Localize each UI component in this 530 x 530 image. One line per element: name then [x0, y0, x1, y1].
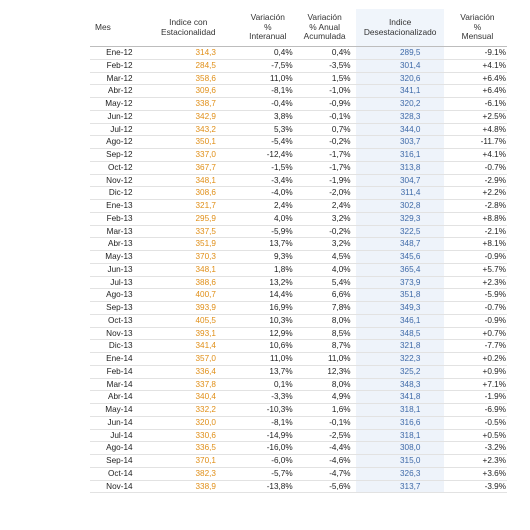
cell-indice-desestacionalizado: 348,3: [356, 378, 445, 391]
cell-variacion-interanual: -5,9%: [240, 225, 296, 238]
cell-indice-estacionalidad: 330,6: [137, 429, 240, 442]
cell-indice-estacionalidad: 358,6: [137, 72, 240, 85]
cell-variacion-mensual: -2.1%: [448, 225, 507, 238]
header-line: Estacionalidad: [161, 26, 216, 37]
header-line: Variación: [250, 12, 285, 23]
table-row: [90, 455, 507, 468]
cell-mes: Sep-14: [90, 455, 137, 468]
table-row: [90, 98, 507, 111]
cell-mes: May-13: [90, 251, 137, 264]
cell-variacion-interanual: -16,0%: [240, 442, 296, 455]
cell-indice-desestacionalizado: 351,8: [356, 289, 445, 302]
header-line: % Anual: [309, 21, 340, 32]
table-row: [90, 136, 507, 149]
cell-variacion-anual-acumulada: 8,5%: [296, 327, 354, 340]
table-row: [90, 47, 507, 60]
cell-indice-desestacionalizado: 328,3: [356, 110, 445, 123]
cell-mes: Nov-14: [90, 480, 137, 493]
header-mes: Mes: [90, 9, 137, 47]
cell-variacion-mensual: -0.9%: [448, 314, 507, 327]
cell-variacion-anual-acumulada: 4,5%: [296, 251, 354, 264]
cell-variacion-anual-acumulada: -1,7%: [296, 161, 354, 174]
table-row: [90, 149, 507, 162]
cell-indice-desestacionalizado: 322,3: [356, 353, 445, 366]
cell-variacion-interanual: 9,3%: [240, 251, 296, 264]
cell-indice-desestacionalizado: 321,8: [356, 340, 445, 353]
table-row: [90, 314, 507, 327]
cell-variacion-anual-acumulada: -2,0%: [296, 187, 354, 200]
cell-variacion-anual-acumulada: -4,7%: [296, 467, 354, 480]
cell-variacion-interanual: 13,2%: [240, 276, 296, 289]
cell-variacion-mensual: -0.7%: [448, 161, 507, 174]
table-row: [90, 72, 507, 85]
cell-variacion-mensual: +0.5%: [448, 429, 507, 442]
cell-variacion-interanual: 0,4%: [240, 47, 296, 60]
table-row: [90, 378, 507, 391]
cell-indice-estacionalidad: 338,7: [137, 98, 240, 111]
cell-indice-desestacionalizado: 303,7: [356, 136, 445, 149]
cell-indice-desestacionalizado: 365,4: [356, 263, 445, 276]
cell-indice-desestacionalizado: 304,7: [356, 174, 445, 187]
cell-variacion-anual-acumulada: -0,2%: [296, 136, 354, 149]
indices-table-container: [90, 9, 507, 493]
table-row: [90, 340, 507, 353]
cell-indice-estacionalidad: 382,3: [137, 467, 240, 480]
cell-indice-estacionalidad: 348,1: [137, 174, 240, 187]
cell-indice-estacionalidad: 370,1: [137, 455, 240, 468]
cell-variacion-anual-acumulada: -0,1%: [296, 110, 354, 123]
cell-indice-desestacionalizado: 345,6: [356, 251, 445, 264]
cell-variacion-mensual: -11.7%: [448, 136, 507, 149]
cell-variacion-interanual: -14,9%: [240, 429, 296, 442]
cell-indice-estacionalidad: 393,9: [137, 302, 240, 315]
cell-variacion-mensual: +6.4%: [448, 85, 507, 98]
cell-indice-desestacionalizado: 302,8: [356, 200, 445, 213]
cell-mes: Ago-13: [90, 289, 137, 302]
table-row: [90, 391, 507, 404]
cell-variacion-mensual: -0.5%: [448, 416, 507, 429]
cell-variacion-mensual: -5.9%: [448, 289, 507, 302]
cell-indice-desestacionalizado: 348,7: [356, 238, 445, 251]
cell-mes: Ago-12: [90, 136, 137, 149]
cell-variacion-interanual: -6,0%: [240, 455, 296, 468]
cell-indice-desestacionalizado: 301,4: [356, 59, 445, 72]
cell-variacion-anual-acumulada: 4,9%: [296, 391, 354, 404]
cell-mes: Feb-14: [90, 365, 137, 378]
cell-variacion-interanual: -5,4%: [240, 136, 296, 149]
cell-indice-estacionalidad: 332,2: [137, 404, 240, 417]
cell-variacion-interanual: -10,3%: [240, 404, 296, 417]
cell-variacion-anual-acumulada: -1,0%: [296, 85, 354, 98]
cell-variacion-interanual: 13,7%: [240, 238, 296, 251]
cell-variacion-anual-acumulada: 1,6%: [296, 404, 354, 417]
cell-mes: Oct-12: [90, 161, 137, 174]
cell-indice-estacionalidad: 314,3: [137, 47, 240, 60]
cell-variacion-interanual: -5,7%: [240, 467, 296, 480]
table-row: [90, 289, 507, 302]
cell-variacion-mensual: +0.9%: [448, 365, 507, 378]
table-row: [90, 187, 507, 200]
table-header: [90, 9, 507, 47]
table-body: [90, 47, 507, 493]
header-line: Variación: [460, 12, 495, 23]
header-line: Variación: [307, 12, 342, 23]
cell-variacion-anual-acumulada: 3,2%: [296, 238, 354, 251]
header-line: Acumulada: [303, 31, 346, 42]
cell-mes: Ene-13: [90, 200, 137, 213]
cell-indice-estacionalidad: 295,9: [137, 212, 240, 225]
cell-mes: Feb-13: [90, 212, 137, 225]
cell-mes: Abr-14: [90, 391, 137, 404]
cell-indice-desestacionalizado: 311,4: [356, 187, 445, 200]
table-row: [90, 174, 507, 187]
cell-variacion-interanual: 14,4%: [240, 289, 296, 302]
cell-mes: Abr-12: [90, 85, 137, 98]
cell-variacion-interanual: 2,4%: [240, 200, 296, 213]
cell-variacion-mensual: -0.7%: [448, 302, 507, 315]
cell-indice-desestacionalizado: 348,5: [356, 327, 445, 340]
cell-mes: May-12: [90, 98, 137, 111]
cell-variacion-interanual: 0,1%: [240, 378, 296, 391]
cell-variacion-anual-acumulada: 8,7%: [296, 340, 354, 353]
cell-variacion-mensual: -6.1%: [448, 98, 507, 111]
cell-variacion-anual-acumulada: 3,2%: [296, 212, 354, 225]
header-line: Interanual: [249, 31, 287, 42]
cell-variacion-anual-acumulada: 8,0%: [296, 314, 354, 327]
cell-indice-estacionalidad: 400,7: [137, 289, 240, 302]
cell-variacion-interanual: -3,3%: [240, 391, 296, 404]
cell-indice-desestacionalizado: 289,5: [356, 47, 445, 60]
cell-variacion-anual-acumulada: 0,4%: [296, 47, 354, 60]
table-row: [90, 365, 507, 378]
table-row: [90, 263, 507, 276]
cell-indice-desestacionalizado: 313,7: [356, 480, 445, 493]
cell-variacion-interanual: 12,9%: [240, 327, 296, 340]
table-row: [90, 480, 507, 493]
table-row: [90, 59, 507, 72]
table-row: [90, 302, 507, 315]
cell-variacion-interanual: -1,5%: [240, 161, 296, 174]
cell-mes: Jul-13: [90, 276, 137, 289]
cell-variacion-anual-acumulada: 6,6%: [296, 289, 354, 302]
cell-variacion-anual-acumulada: 8,0%: [296, 378, 354, 391]
cell-variacion-interanual: 13,7%: [240, 365, 296, 378]
cell-indice-estacionalidad: 370,3: [137, 251, 240, 264]
cell-mes: Mar-12: [90, 72, 137, 85]
cell-indice-estacionalidad: 393,1: [137, 327, 240, 340]
table-row: [90, 353, 507, 366]
header-variacion-anual-acumulada: [296, 9, 354, 47]
cell-mes: Nov-13: [90, 327, 137, 340]
cell-variacion-anual-acumulada: 7,8%: [296, 302, 354, 315]
cell-mes: Ene-14: [90, 353, 137, 366]
cell-variacion-mensual: -7.7%: [448, 340, 507, 353]
cell-indice-desestacionalizado: 308,0: [356, 442, 445, 455]
cell-mes: Jun-12: [90, 110, 137, 123]
cell-mes: Oct-14: [90, 467, 137, 480]
cell-variacion-anual-acumulada: -3,5%: [296, 59, 354, 72]
table-row: [90, 161, 507, 174]
cell-indice-estacionalidad: 357,0: [137, 353, 240, 366]
cell-indice-desestacionalizado: 316,6: [356, 416, 445, 429]
cell-indice-estacionalidad: 308,6: [137, 187, 240, 200]
table-row: [90, 442, 507, 455]
cell-variacion-anual-acumulada: 5,4%: [296, 276, 354, 289]
cell-variacion-interanual: 5,3%: [240, 123, 296, 136]
cell-variacion-interanual: -3,4%: [240, 174, 296, 187]
cell-indice-estacionalidad: 348,1: [137, 263, 240, 276]
cell-indice-estacionalidad: 340,4: [137, 391, 240, 404]
cell-variacion-mensual: +2.5%: [448, 110, 507, 123]
cell-variacion-anual-acumulada: 0,7%: [296, 123, 354, 136]
cell-indice-estacionalidad: 338,9: [137, 480, 240, 493]
cell-variacion-interanual: 10,6%: [240, 340, 296, 353]
cell-indice-estacionalidad: 341,4: [137, 340, 240, 353]
cell-indice-estacionalidad: 388,6: [137, 276, 240, 289]
cell-variacion-anual-acumulada: -4,4%: [296, 442, 354, 455]
table-row: [90, 123, 507, 136]
cell-indice-estacionalidad: 367,7: [137, 161, 240, 174]
cell-variacion-anual-acumulada: 11,0%: [296, 353, 354, 366]
header-line: Desestacionalizado: [363, 26, 437, 37]
cell-indice-desestacionalizado: 313,8: [356, 161, 445, 174]
cell-mes: May-14: [90, 404, 137, 417]
cell-mes: Sep-13: [90, 302, 137, 315]
cell-indice-desestacionalizado: 318,1: [356, 404, 445, 417]
cell-variacion-mensual: +0.7%: [448, 327, 507, 340]
table-row: [90, 200, 507, 213]
table-row: [90, 238, 507, 251]
cell-variacion-mensual: +4.1%: [448, 59, 507, 72]
table-row: [90, 110, 507, 123]
cell-variacion-interanual: 1,8%: [240, 263, 296, 276]
cell-mes: Nov-12: [90, 174, 137, 187]
cell-variacion-interanual: -8,1%: [240, 416, 296, 429]
cell-variacion-mensual: -6.9%: [448, 404, 507, 417]
cell-mes: Mar-13: [90, 225, 137, 238]
cell-variacion-interanual: 16,9%: [240, 302, 296, 315]
cell-variacion-anual-acumulada: -5,6%: [296, 480, 354, 493]
cell-variacion-interanual: -4,0%: [240, 187, 296, 200]
header-line: Indice: [388, 17, 412, 27]
header-indice-estacionalidad: [137, 9, 240, 47]
cell-variacion-mensual: -0.9%: [448, 251, 507, 264]
cell-variacion-mensual: -3.9%: [448, 480, 507, 493]
cell-variacion-interanual: 3,8%: [240, 110, 296, 123]
table-row: [90, 327, 507, 340]
cell-indice-estacionalidad: 342,9: [137, 110, 240, 123]
cell-variacion-mensual: -1.9%: [448, 391, 507, 404]
cell-variacion-mensual: +6.4%: [448, 72, 507, 85]
table-row: [90, 467, 507, 480]
cell-indice-desestacionalizado: 325,2: [356, 365, 445, 378]
table-row: [90, 416, 507, 429]
table-row: [90, 429, 507, 442]
cell-variacion-anual-acumulada: 12,3%: [296, 365, 354, 378]
cell-mes: Jul-12: [90, 123, 137, 136]
cell-indice-desestacionalizado: 344,0: [356, 123, 445, 136]
cell-indice-estacionalidad: 284,5: [137, 59, 240, 72]
cell-mes: Jun-13: [90, 263, 137, 276]
cell-variacion-anual-acumulada: -1,9%: [296, 174, 354, 187]
cell-variacion-anual-acumulada: -0,2%: [296, 225, 354, 238]
cell-indice-desestacionalizado: 329,3: [356, 212, 445, 225]
cell-indice-estacionalidad: 321,7: [137, 200, 240, 213]
cell-variacion-mensual: +8.1%: [448, 238, 507, 251]
cell-indice-estacionalidad: 336,5: [137, 442, 240, 455]
cell-variacion-mensual: +0.2%: [448, 353, 507, 366]
header-indice-desestacionalizado: [356, 9, 445, 47]
cell-variacion-anual-acumulada: 1,5%: [296, 72, 354, 85]
cell-variacion-mensual: +7.1%: [448, 378, 507, 391]
indices-table: [90, 9, 507, 493]
cell-mes: Abr-13: [90, 238, 137, 251]
cell-variacion-interanual: -12,4%: [240, 149, 296, 162]
cell-indice-desestacionalizado: 341,1: [356, 85, 445, 98]
cell-indice-desestacionalizado: 320,6: [356, 72, 445, 85]
cell-variacion-interanual: 10,3%: [240, 314, 296, 327]
table-row: [90, 404, 507, 417]
cell-indice-desestacionalizado: 315,0: [356, 455, 445, 468]
cell-mes: Dic-12: [90, 187, 137, 200]
table-row: [90, 276, 507, 289]
cell-variacion-mensual: -9.1%: [448, 47, 507, 60]
cell-indice-estacionalidad: 351,9: [137, 238, 240, 251]
header-line: %: [473, 21, 482, 32]
cell-indice-estacionalidad: 337,8: [137, 378, 240, 391]
cell-indice-estacionalidad: 337,5: [137, 225, 240, 238]
table-row: [90, 85, 507, 98]
cell-variacion-mensual: +8.8%: [448, 212, 507, 225]
cell-mes: Jun-14: [90, 416, 137, 429]
cell-indice-desestacionalizado: 316,1: [356, 149, 445, 162]
cell-variacion-interanual: -8,1%: [240, 85, 296, 98]
header-line: %: [264, 21, 272, 32]
cell-mes: Dic-13: [90, 340, 137, 353]
cell-variacion-anual-acumulada: 2,4%: [296, 200, 354, 213]
cell-variacion-mensual: +2.3%: [448, 276, 507, 289]
cell-mes: Sep-12: [90, 149, 137, 162]
cell-variacion-interanual: 11,0%: [240, 72, 296, 85]
cell-mes: Ago-14: [90, 442, 137, 455]
cell-indice-estacionalidad: 337,0: [137, 149, 240, 162]
cell-indice-desestacionalizado: 318,1: [356, 429, 445, 442]
cell-mes: Feb-12: [90, 59, 137, 72]
cell-variacion-anual-acumulada: -4,6%: [296, 455, 354, 468]
cell-indice-desestacionalizado: 349,3: [356, 302, 445, 315]
cell-variacion-interanual: -0,4%: [240, 98, 296, 111]
cell-variacion-mensual: -2.9%: [448, 174, 507, 187]
cell-variacion-anual-acumulada: -0,1%: [296, 416, 354, 429]
cell-variacion-anual-acumulada: -0,9%: [296, 98, 354, 111]
cell-mes: Mar-14: [90, 378, 137, 391]
cell-variacion-interanual: -13,8%: [240, 480, 296, 493]
header-variacion-interanual: [240, 9, 296, 47]
cell-variacion-mensual: +4.8%: [448, 123, 507, 136]
header-line: Indice con: [169, 17, 208, 27]
cell-variacion-interanual: -7,5%: [240, 59, 296, 72]
cell-indice-estacionalidad: 309,6: [137, 85, 240, 98]
table-row: [90, 251, 507, 264]
cell-mes: Ene-12: [90, 47, 137, 60]
header-line: Mensual: [461, 31, 494, 42]
cell-indice-desestacionalizado: 326,3: [356, 467, 445, 480]
cell-indice-estacionalidad: 343,2: [137, 123, 240, 136]
table-row: [90, 212, 507, 225]
cell-variacion-anual-acumulada: -2,5%: [296, 429, 354, 442]
cell-indice-desestacionalizado: 322,5: [356, 225, 445, 238]
cell-variacion-mensual: +2.2%: [448, 187, 507, 200]
cell-indice-desestacionalizado: 346,1: [356, 314, 445, 327]
cell-indice-estacionalidad: 336,4: [137, 365, 240, 378]
cell-variacion-mensual: +4.1%: [448, 149, 507, 162]
cell-mes: Jul-14: [90, 429, 137, 442]
cell-indice-estacionalidad: 350,1: [137, 136, 240, 149]
cell-mes: Oct-13: [90, 314, 137, 327]
cell-variacion-interanual: 11,0%: [240, 353, 296, 366]
cell-indice-estacionalidad: 320,0: [137, 416, 240, 429]
cell-indice-desestacionalizado: 341,8: [356, 391, 445, 404]
cell-variacion-interanual: 4,0%: [240, 212, 296, 225]
cell-variacion-mensual: +2.3%: [448, 455, 507, 468]
cell-variacion-mensual: -3.2%: [448, 442, 507, 455]
cell-indice-desestacionalizado: 320,2: [356, 98, 445, 111]
cell-variacion-anual-acumulada: 4,0%: [296, 263, 354, 276]
cell-indice-estacionalidad: 405,5: [137, 314, 240, 327]
header-variacion-mensual: [448, 9, 507, 47]
cell-variacion-anual-acumulada: -1,7%: [296, 149, 354, 162]
table-row: [90, 225, 507, 238]
cell-indice-desestacionalizado: 373,9: [356, 276, 445, 289]
cell-variacion-mensual: +3.6%: [448, 467, 507, 480]
cell-variacion-mensual: +5.7%: [448, 263, 507, 276]
cell-variacion-mensual: -2.8%: [448, 200, 507, 213]
